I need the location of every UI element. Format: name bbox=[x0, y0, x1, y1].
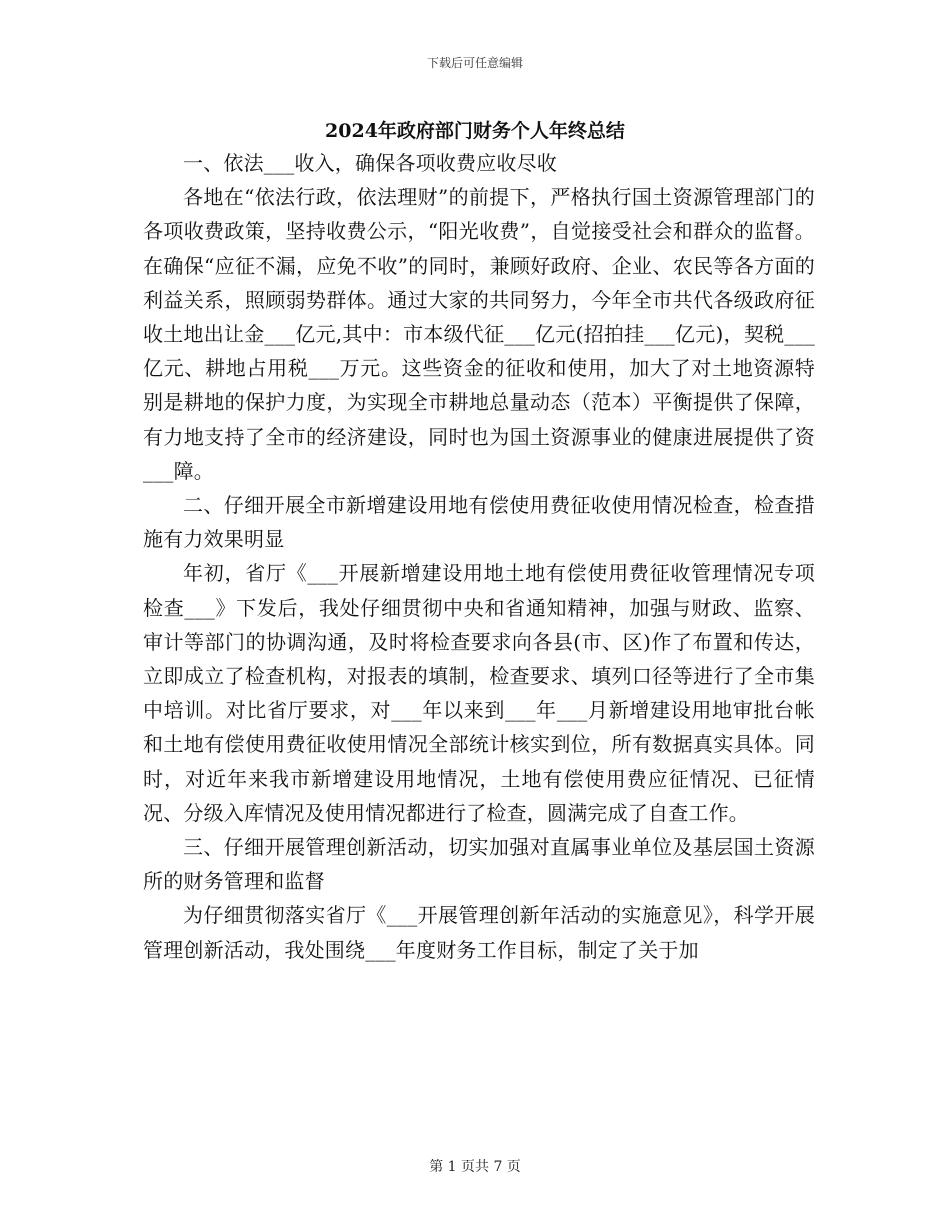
page-number: 第 1 页共 7 页 bbox=[429, 1159, 521, 1175]
document-body bbox=[143, 146, 815, 967]
section-heading-1: 一、依法___收入，确保各项收费应收尽收 bbox=[183, 151, 557, 175]
header-note: 下载后可任意编辑 bbox=[426, 56, 523, 70]
section-heading-2: 二、仔细开展全市新增建设用地有偿使用费征收使用情况检查，检查措施有力效果明显 bbox=[143, 493, 815, 552]
document-title: 2024年政府部门财务个人年终总结 bbox=[325, 120, 625, 142]
paragraph-3: 为仔细贯彻落实省厅《___开展管理创新年活动的实施意见》，科学开展管理创新活动，我处围绕___年度财务工作目标，制定了关于加 bbox=[143, 903, 815, 962]
paragraph-1: 各地在“依法行政，依法理财”的前提下，严格执行国土资源管理部门的各项收费政策，坚持收费公示，“阳光收费”，自觉接受社会和群众的监督。在确保“应征不漏，应免不收”的同时，兼顾好政府、企业、农民等各方面的利益关系，照顾弱势群体。通过大家的共同努力，今年全市共代各级政府征收土地出让金___亿元,其中：市本级代征___亿元(招拍挂___亿元)，契税___亿元、耕地占用税___万元。这些资金的征收和使用，加大了对土地资源特别是耕地的保护力度，为实现全市耕地总量动态（范本）平衡提供了保障，有力地支持了全市的经济建设，同时也为国土资源事业的健康进展提供了资___障。 bbox=[143, 185, 815, 483]
section-heading-3: 三、仔细开展管理创新活动，切实加强对直属事业单位及基层国土资源所的财务管理和监督 bbox=[143, 835, 815, 894]
paragraph-2: 年初，省厅《___开展新增建设用地土地有偿使用费征收管理情况专项检查___》下发后，我处仔细贯彻中央和省通知精神，加强与财政、监察、审计等部门的协调沟通，及时将检查要求向各县(市、区)作了布置和传达，立即成立了检查机构，对报表的填制，检查要求、填列口径等进行了全市集中培训。对比省厅要求，对___年以来到___年___月新增建设用地审批台帐和土地有偿使用费征收使用情况全部统计核实到位，所有数据真实具体。同时，对近年来我市新增建设用地情况，土地有偿使用费应征情况、已征情况、分级入库情况及使用情况都进行了检查，圆满完成了自查工作。 bbox=[143, 561, 815, 825]
